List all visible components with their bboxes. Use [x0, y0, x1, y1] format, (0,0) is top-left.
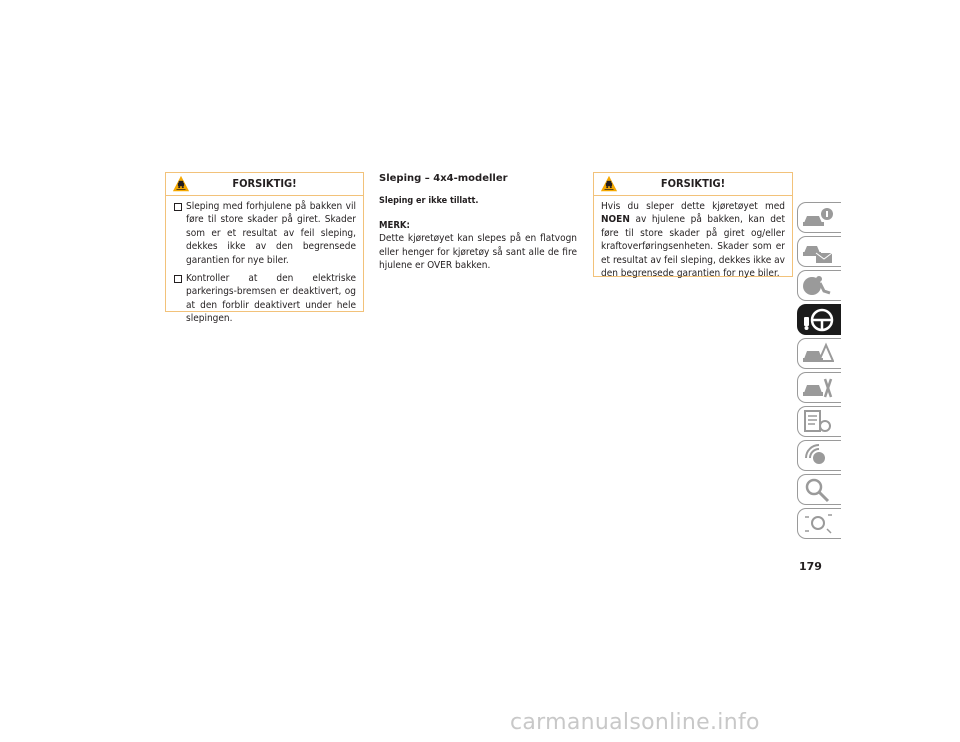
caution-box-left: [165, 172, 364, 325]
page-number: 179: [799, 560, 822, 573]
middle-column: [379, 172, 577, 272]
caution-bullet-text: Sleping med forhjulene på bakken vil føre til store skader på giret. Skader som er et resultat av feil sleping, dekkes ikke av den begrensede garantien for nye biler.: [186, 201, 356, 266]
tab-car-message[interactable]: [797, 236, 841, 267]
search-index-icon: [802, 477, 834, 503]
caution-text-start: Hvis du sleper dette kjøretøyet med: [601, 201, 785, 212]
tab-airbag-safety[interactable]: [797, 270, 841, 301]
bullet-square-icon: [174, 275, 182, 283]
specifications-icon: [802, 409, 834, 435]
caution-box-right: [593, 172, 793, 280]
tab-starting-operating[interactable]: [797, 304, 841, 335]
car-info-icon: [802, 205, 834, 231]
caution-title: FORSIKTIG!: [660, 177, 726, 190]
caution-header: [166, 173, 363, 196]
airbag-safety-icon: [802, 273, 834, 299]
warning-icon: [600, 175, 618, 193]
car-message-icon: [802, 239, 834, 265]
car-service-icon: [802, 375, 834, 401]
watermark: carmanualsonline.info: [510, 710, 760, 735]
tab-language[interactable]: [797, 508, 841, 539]
caution-body: [594, 196, 792, 285]
tab-index[interactable]: [797, 474, 841, 505]
caution-bullet-text: Kontroller at den elektriske parkerings-bremsen er deaktivert, og at den forblir deaktivert under hele slepingen.: [186, 273, 356, 325]
note-label: MERK:: [379, 219, 410, 231]
caution-body: [166, 196, 363, 331]
language-icon: [802, 511, 834, 537]
caution-bullet: [173, 272, 356, 326]
caution-text-end: av hjulene på bakken, kan det føre til store skader på giret og/eller kraftoverføringsenheten. Skader som er et resultat av feil sleping, dekkes ikke av den begrensede garantien for nye biler.: [601, 214, 785, 280]
bullet-square-icon: [174, 203, 182, 211]
tab-specifications[interactable]: [797, 406, 841, 437]
caution-title: FORSIKTIG!: [232, 177, 297, 190]
tab-multimedia[interactable]: [797, 440, 841, 471]
note-text: Dette kjøretøyet kan slepes på en flatvogn eller henger for kjøretøy så sant alle de fire hjulene er OVER bakken.: [379, 233, 577, 272]
section-subheading: Sleping er ikke tillatt.: [379, 196, 479, 207]
caution-emphasis: NOEN: [601, 214, 630, 226]
section-heading: Sleping – 4x4-modeller: [379, 173, 508, 184]
tab-service[interactable]: [797, 372, 841, 403]
breakdown-icon: [802, 341, 834, 367]
tab-emergency[interactable]: [797, 338, 841, 369]
steering-wheel-icon: [802, 307, 834, 333]
multimedia-icon: [802, 443, 834, 469]
caution-bullet: [173, 200, 356, 267]
chapter-tabs: [797, 202, 841, 542]
caution-header: [594, 173, 792, 196]
warning-icon: [172, 175, 190, 193]
tab-car-info[interactable]: [797, 202, 841, 233]
